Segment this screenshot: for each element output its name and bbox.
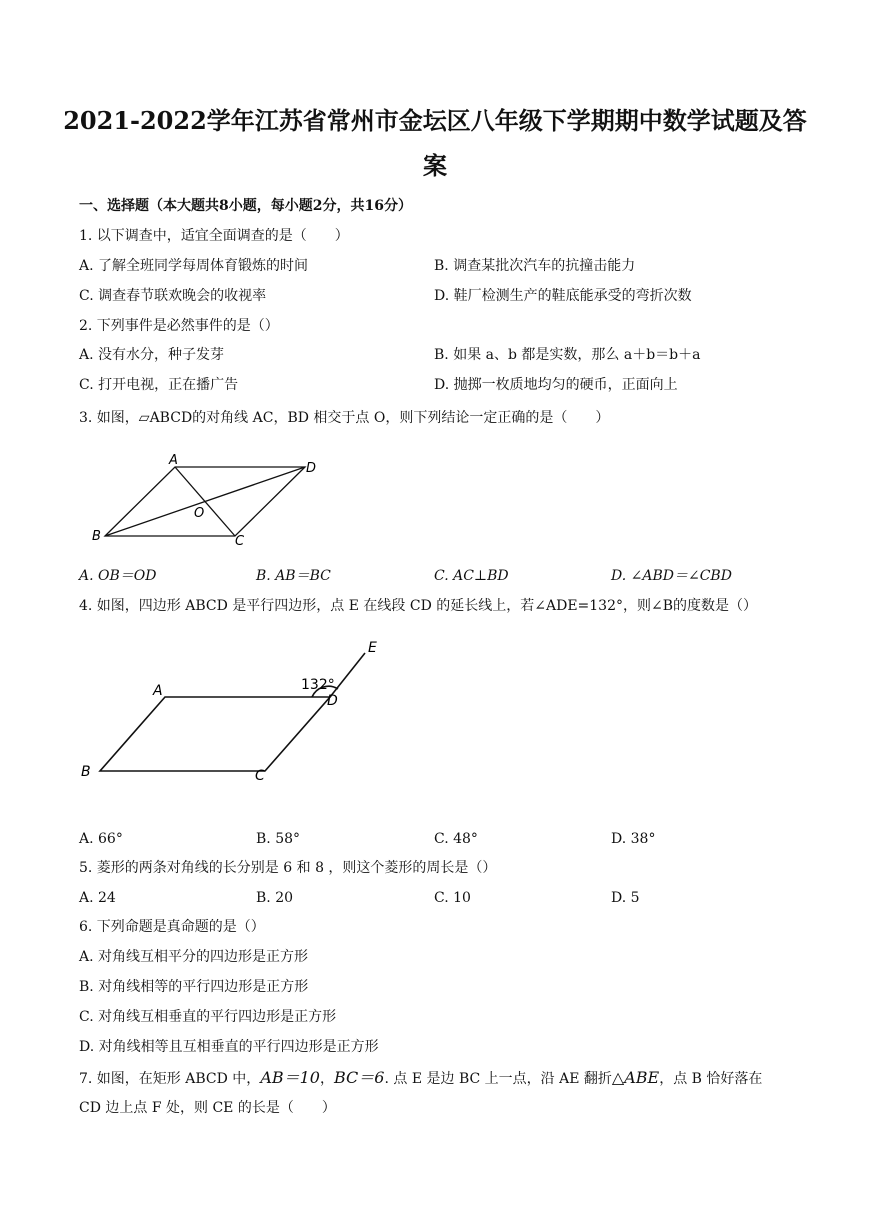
q3-label-b: B (92, 529, 101, 544)
question-6-option-c: C. 对角线互相垂直的平行四边形是正方形 (79, 1009, 337, 1025)
question-5-option-c: C. 10 (434, 890, 471, 906)
question-5-option-d: D. 5 (611, 890, 640, 906)
question-4-stem: 4. 如图，四边形 ABCD 是平行四边形，点 E 在线段 CD 的延长线上，若∠ADE=132°，则∠B的度数是（） (79, 598, 758, 614)
q3-label-c: C (235, 534, 245, 549)
question-3-option-c: C. AC⊥BD (434, 568, 509, 584)
question-1-option-b: B. 调查某批次汽车的抗撞击能力 (434, 258, 636, 274)
q3-label-o: O (194, 506, 205, 521)
question-4-option-a: A. 66° (79, 831, 123, 847)
question-3-option-a: A. OB＝OD (79, 568, 157, 584)
q4-label-c: C (255, 768, 265, 784)
question-3-stem: 3. 如图，▱ABCD的对角线 AC，BD 相交于点 O，则下列结论一定正确的是（ ） (79, 410, 610, 426)
q4-label-b: B (81, 764, 91, 780)
question-5-stem: 5. 菱形的两条对角线的长分别是 6 和 8 ，则这个菱形的周长是（） (79, 860, 497, 876)
q4-label-a: A (153, 683, 163, 699)
question-2-option-b: B. 如果 a、b 都是实数，那么 a＋b＝b＋a (434, 347, 701, 363)
question-4-option-d: D. 38° (611, 831, 656, 847)
question-5-option-a: A. 24 (79, 890, 116, 906)
question-2-option-d: D. 抛掷一枚质地均匀的硬币，正面向上 (434, 377, 678, 393)
q7-triangle-expression: △ABE (611, 1068, 660, 1087)
question-1-option-d: D. 鞋厂检测生产的鞋底能承受的弯折次数 (434, 288, 692, 304)
question-3-figure (80, 445, 340, 555)
q4-label-e: E (368, 640, 377, 656)
question-6-option-b: B. 对角线相等的平行四边形是正方形 (79, 979, 309, 995)
q4-angle-label: 132° (301, 677, 335, 693)
q7-separator: ， (320, 1071, 334, 1087)
question-2-option-a: A. 没有水分，种子发芽 (79, 347, 225, 363)
question-3-option-b: B. AB＝BC (256, 568, 331, 584)
question-6-stem: 6. 下列命题是真命题的是（） (79, 919, 265, 935)
question-1-option-a: A. 了解全班同学每周体育锻炼的时间 (79, 258, 309, 274)
question-2-stem: 2. 下列事件是必然事件的是（） (79, 318, 279, 334)
question-2-option-c: C. 打开电视，正在播广告 (79, 377, 239, 393)
question-7-line-2: CD 边上点 F 处，则 CE 的长是（ ） (79, 1100, 336, 1116)
question-1-option-c: C. 调查春节联欢晚会的收视率 (79, 288, 267, 304)
page-title: 2021-2022学年江苏省常州市金坛区八年级下学期期中数学试题及答 (63, 106, 807, 135)
q7-text-2: . 点 E 是边 BC 上一点，沿 AE 翻折 (384, 1071, 612, 1087)
question-6-option-d: D. 对角线相等且互相垂直的平行四边形是正方形 (79, 1039, 379, 1055)
q7-bc-expression: BC＝6 (334, 1068, 385, 1087)
section-heading: 一、选择题（本大题共8小题，每小题2分，共16分） (79, 198, 412, 214)
question-7-line-1 (79, 1068, 762, 1089)
question-4-option-b: B. 58° (256, 831, 301, 847)
question-6-option-a: A. 对角线互相平分的四边形是正方形 (79, 949, 309, 965)
q7-text-1: 7. 如图，在矩形 ABCD 中， (79, 1071, 261, 1087)
question-4-option-c: C. 48° (434, 831, 478, 847)
q4-label-d: D (327, 693, 338, 709)
question-1-stem: 1. 以下调查中，适宜全面调查的是（ ） (79, 228, 349, 244)
question-4-figure (75, 635, 395, 790)
question-5-option-b: B. 20 (256, 890, 294, 906)
q3-label-d: D (306, 461, 317, 476)
question-3-option-d: D. ∠ABD＝∠CBD (611, 568, 732, 584)
page-title-continued: 案 (423, 151, 447, 180)
q7-text-3: ，点 B 恰好落在 (659, 1071, 763, 1087)
q7-ab-expression: AB＝10 (260, 1068, 320, 1087)
q3-label-a: A (169, 453, 178, 468)
